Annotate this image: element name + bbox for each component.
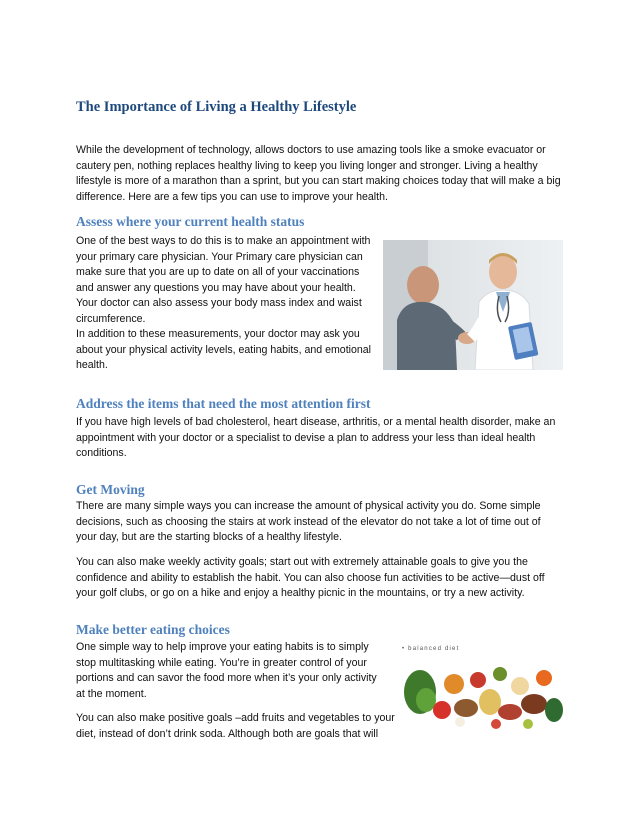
balanced-diet-photo [396, 640, 566, 732]
text-line: make sure that you are up to date on all of your vaccinations [76, 266, 360, 278]
text-line: conditions. [76, 447, 127, 459]
assess-paragraph-1 [76, 234, 370, 327]
moving-paragraph-1 [76, 499, 541, 546]
food-illustration [396, 640, 566, 732]
text-line: your golf clubs, or go on a hike and enjoy a healthy picnic in the mountains, or try a new activity. [76, 587, 525, 599]
doctor-handshake-illustration [383, 240, 563, 370]
eating-paragraph-1 [76, 640, 377, 702]
text-line: circumference. [76, 312, 146, 325]
heading-address: Address the items that need the most attention first [76, 396, 371, 411]
intro-line: While the development of technology, allows doctors to use amazing tools like a smoke evacuator or [76, 144, 546, 156]
heading-eating: Make better eating choices [76, 622, 230, 637]
text-line: diet, instead of don’t drink soda. Although both are goals that will [76, 727, 379, 740]
intro-line: difference. Here are a few tips you can use to improve your health. [76, 190, 388, 203]
text-line: One of the best ways to do this is to make an appointment with [76, 235, 371, 247]
text-line: decisions, such as choosing the stairs at work instead of the elevator do not take a lot of time out of [76, 515, 541, 528]
document-title: The Importance of Living a Healthy Lifestyle [76, 99, 357, 115]
text-line: You can also make weekly activity goals; start out with extremely attainable goals to give you the [76, 556, 528, 568]
text-line: your day, but are the starting blocks of a healthy lifestyle. [76, 531, 342, 543]
text-line: appointment with your doctor or a specialist to devise a plan to address your less than ideal health [76, 431, 536, 444]
doctor-photo [383, 240, 563, 370]
moving-paragraph-2 [76, 555, 545, 602]
text-line: health. [76, 359, 108, 371]
text-line: your primary care physician. Your Primary care physician can [76, 250, 363, 263]
text-line: You can also make positive goals –add fruits and vegetables to your [76, 712, 395, 724]
intro-line: lifestyle is more of a marathon than a sprint, but you can start making choices today that will make a big [76, 175, 561, 187]
text-line: about your physical activity levels, eating habits, and emotional [76, 343, 372, 356]
text-line: There are many simple ways you can increase the amount of physical activity you do. Some simple [76, 500, 541, 512]
text-line: at the moment. [76, 687, 147, 700]
address-paragraph [76, 415, 555, 462]
text-line: and answer any questions you may have about your health. [76, 281, 356, 294]
eating-paragraph-2 [76, 711, 395, 742]
heading-get-moving: Get Moving [76, 482, 145, 497]
text-line: Your doctor can also assess your body mass index and waist [76, 297, 362, 309]
text-line: portions and can savor the food more when it’s your only activity [76, 672, 377, 684]
text-line: If you have high levels of bad cholesterol, heart disease, arthritis, or a mental health disorder, make an [76, 416, 556, 428]
text-line: stop multitasking while eating. You’re in greater control of your [76, 656, 367, 669]
intro-line: cautery pen, nothing replaces healthy living to keep you living longer and stronger. Living a healthy [76, 159, 538, 172]
heading-assess: Assess where your current health status [76, 214, 305, 229]
text-line: In addition to these measurements, your doctor may ask you [76, 328, 360, 340]
text-line: One simple way to help improve your eating habits is to simply [76, 641, 369, 653]
assess-paragraph-2 [76, 327, 371, 374]
intro-paragraph [76, 143, 561, 205]
photo-caption: • balanced diet [402, 646, 460, 652]
text-line: confidence and ability to establish the habit. You can also choose fun activities to be active—dust off [76, 571, 545, 584]
